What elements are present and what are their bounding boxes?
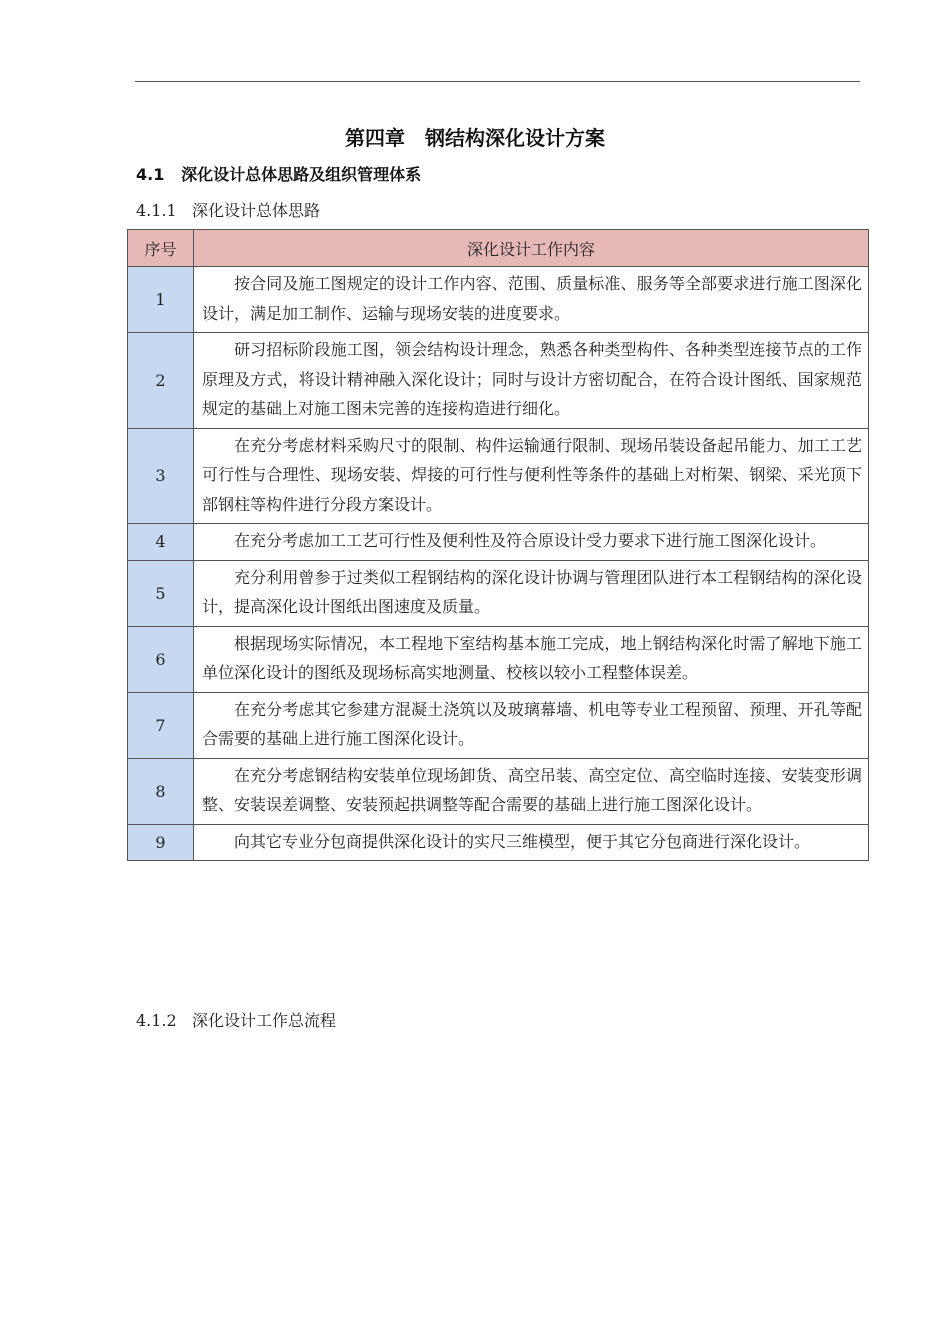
row-number: 6 (128, 626, 194, 692)
row-number: 8 (128, 758, 194, 824)
row-number: 4 (128, 524, 194, 561)
subsection-title: 深化设计工作总流程 (191, 1011, 336, 1030)
table-row (128, 524, 869, 561)
table-row (128, 333, 869, 429)
row-number: 2 (128, 333, 194, 429)
subsection-number: 4.1.1 (136, 201, 177, 220)
table-row (128, 267, 869, 333)
subsection-heading-1 (136, 198, 320, 221)
section-heading (136, 162, 421, 185)
table-header-row (128, 230, 869, 267)
row-number: 7 (128, 692, 194, 758)
row-content: 向其它专业分包商提供深化设计的实尺三维模型，便于其它分包商进行深化设计。 (194, 824, 869, 861)
row-content: 按合同及施工图规定的设计工作内容、范围、质量标准、服务等全部要求进行施工图深化设计，满足加工制作、运输与现场安装的进度要求。 (194, 267, 869, 333)
row-content: 研习招标阶段施工图，领会结构设计理念，熟悉各种类型构件、各种类型连接节点的工作原理及方式，将设计精神融入深化设计；同时与设计方密切配合，在符合设计图纸、国家规范规定的基础上对施工图未完善的连接构造进行细化。 (194, 333, 869, 429)
row-content: 根据现场实际情况，本工程地下室结构基本施工完成，地上钢结构深化时需了解地下施工单位深化设计的图纸及现场标高实地测量、校核以较小工程整体误差。 (194, 626, 869, 692)
row-number: 3 (128, 428, 194, 524)
table-row (128, 428, 869, 524)
row-content: 在充分考虑其它参建方混凝土浇筑以及玻璃幕墙、机电等专业工程预留、预理、开孔等配合需要的基础上进行施工图深化设计。 (194, 692, 869, 758)
row-content: 在充分考虑材料采购尺寸的限制、构件运输通行限制、现场吊装设备起吊能力、加工工艺可行性与合理性、现场安装、焊接的可行性与便利性等条件的基础上对桁架、钢梁、采光顶下部钢柱等构件进行分段方案设计。 (194, 428, 869, 524)
row-number: 1 (128, 267, 194, 333)
design-work-table (127, 229, 869, 861)
table-row (128, 824, 869, 861)
table-row (128, 758, 869, 824)
table-row (128, 560, 869, 626)
row-number: 9 (128, 824, 194, 861)
chapter-title: 第四章 钢结构深化设计方案 (345, 126, 605, 150)
subsection-title: 深化设计总体思路 (191, 201, 320, 220)
row-content: 在充分考虑钢结构安装单位现场卸货、高空吊装、高空定位、高空临时连接、安装变形调整、安装误差调整、安装预起拱调整等配合需要的基础上进行施工图深化设计。 (194, 758, 869, 824)
header-rule (135, 81, 860, 82)
subsection-heading-2 (136, 1008, 336, 1031)
row-content: 在充分考虑加工工艺可行性及便利性及符合原设计受力要求下进行施工图深化设计。 (194, 524, 869, 561)
row-content: 充分利用曾参于过类似工程钢结构的深化设计协调与管理团队进行本工程钢结构的深化设计，提高深化设计图纸出图速度及质量。 (194, 560, 869, 626)
header-no: 序号 (128, 230, 194, 267)
section-title: 深化设计总体思路及组织管理体系 (181, 165, 422, 184)
table-row (128, 626, 869, 692)
table-row (128, 692, 869, 758)
header-content: 深化设计工作内容 (194, 230, 869, 267)
row-number: 5 (128, 560, 194, 626)
subsection-number: 4.1.2 (136, 1011, 177, 1030)
section-number: 4.1 (136, 165, 165, 184)
